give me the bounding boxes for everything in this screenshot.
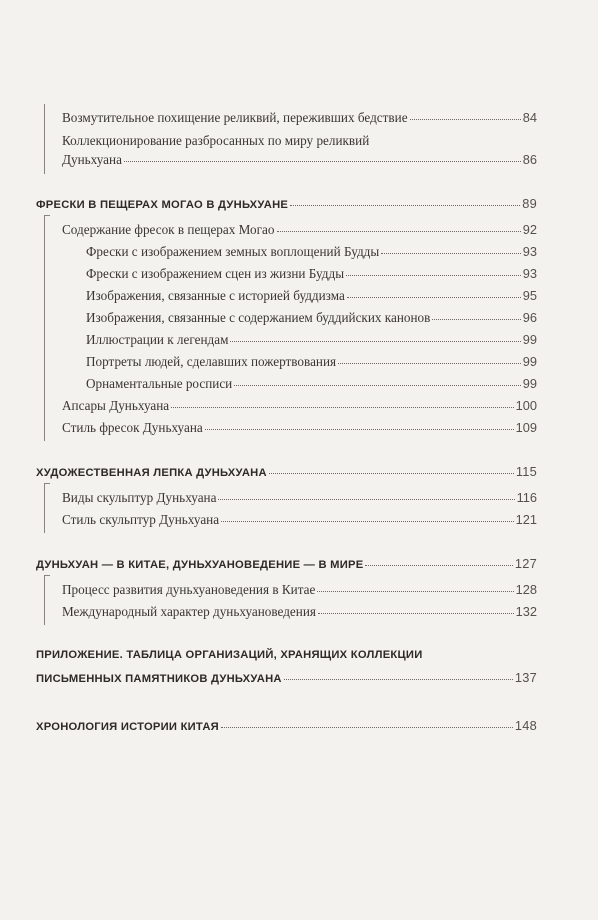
toc-subentry[interactable] [86,309,537,326]
toc-section-title: ХУДОЖЕСТВЕННАЯ ЛЕПКА ДУНЬХУАНА [36,467,267,479]
toc-entry[interactable] [62,221,537,238]
toc-entry-title: Процесс развития дуньхуановедения в Китае [62,582,316,597]
leader-dots [205,428,514,430]
toc-entry-page: 93 [522,266,537,281]
leader-dots [290,204,520,206]
leader-dots [346,274,521,276]
leader-dots [410,118,521,120]
section-bracket-line [44,215,45,441]
toc-entry-title: Возмутительное похищение реликвий, переживших бедствие [62,110,408,125]
leader-dots [221,726,513,728]
toc-entry[interactable] [62,581,537,598]
leader-dots [124,160,521,162]
leader-dots [432,318,520,320]
toc-section[interactable] [36,669,537,688]
toc-section-title: ХРОНОЛОГИЯ ИСТОРИИ КИТАЯ [36,721,219,733]
leader-dots [318,612,514,614]
toc-section-title: ДУНЬХУАН — В КИТАЕ, ДУНЬХУАНОВЕДЕНИЕ — В МИРЕ [36,559,364,571]
toc-entry-title: Портреты людей, сделавших пожертвования [86,354,337,369]
toc-section-page: 89 [522,196,537,211]
leader-dots [317,590,513,592]
toc-entry-title: Изображения, связанные с содержанием буддийских канонов [86,310,431,325]
toc-entry[interactable] [62,109,537,126]
toc-subentry[interactable] [86,331,537,348]
toc-entry-page: 95 [522,288,537,303]
toc-entry[interactable] [62,419,537,436]
toc-section-page: 127 [514,556,537,571]
toc-entry-page: 132 [515,604,537,619]
toc-section[interactable] [36,195,537,214]
toc-entry-title: Международный характер дуньхуановедения [62,604,316,619]
leader-dots [277,230,521,232]
toc-entry-title-line1: Коллекционирование разбросанных по миру реликвий [62,133,370,148]
toc-subentry[interactable] [86,265,537,282]
toc-entry-title: Апсары Дуньхуана [62,398,170,413]
toc-entry-page: 93 [522,244,537,259]
toc-entry-title: Стиль фресок Дуньхуана [62,420,203,435]
leader-dots [218,498,514,500]
toc-subentry[interactable] [86,287,537,304]
toc-entry-page: 92 [522,222,537,237]
section-bracket-line [44,575,45,625]
toc-entry-title: Дуньхуана [62,152,122,167]
leader-dots [221,520,514,522]
toc-entry[interactable] [62,489,537,506]
toc-subentry[interactable] [86,375,537,392]
toc-section[interactable] [36,463,537,482]
leader-dots [347,296,521,298]
section-bracket-tick [44,575,50,576]
toc-entry-page: 99 [522,354,537,369]
leader-dots [269,472,514,474]
leader-dots [234,384,521,386]
toc-entry-page: 109 [515,420,537,435]
leader-dots [284,678,513,680]
toc-subentry[interactable] [86,353,537,370]
leader-dots [365,564,512,566]
toc-entry[interactable] [62,151,537,168]
toc-entry-title: Фрески с изображением сцен из жизни Будды [86,266,345,281]
toc-section-page: 115 [515,464,537,479]
leader-dots [338,362,521,364]
section-bracket-tick [44,483,50,484]
leader-dots [381,252,521,254]
toc-entry-title: Фрески с изображением земных воплощений Будды [86,244,380,259]
toc-entry-page: 96 [522,310,537,325]
toc-section-page: 137 [514,670,537,685]
toc-entry-title: Орнаментальные росписи [86,376,233,391]
toc-entry[interactable] [62,603,537,620]
toc-entry-title: Изображения, связанные с историей буддизма [86,288,345,303]
toc-entry-title: Стиль скульптур Дуньхуана [62,512,220,527]
toc-section-title: ФРЕСКИ В ПЕЩЕРАХ МОГАО В ДУНЬХУАНЕ [36,199,289,211]
toc-entry-title: Иллюстрации к легендам [86,332,229,347]
toc-subentry[interactable] [86,243,537,260]
section-bracket-line [44,104,45,174]
toc-entry-page: 99 [522,376,537,391]
toc-entry[interactable] [62,511,537,528]
toc-entry-title: Содержание фресок в пещерах Могао [62,222,275,237]
section-bracket-line [44,483,45,533]
section-bracket-tick [44,215,50,216]
toc-entry-page: 84 [522,110,537,125]
toc-section-title-line1: ПРИЛОЖЕНИЕ. ТАБЛИЦА ОРГАНИЗАЦИЙ, ХРАНЯЩИХ КОЛЛЕКЦИИ [36,649,423,661]
toc-section-title: ПИСЬМЕННЫХ ПАМЯТНИКОВ ДУНЬХУАНА [36,673,282,685]
toc-section[interactable] [36,717,537,736]
toc-entry-title: Виды скульптур Дуньхуана [62,490,217,505]
toc-entry-page: 86 [522,152,537,167]
toc-entry[interactable] [62,397,537,414]
leader-dots [171,406,514,408]
toc-section-page: 148 [514,718,537,733]
toc-entry-page: 116 [516,490,537,505]
toc-entry-page: 99 [522,332,537,347]
toc-entry-page: 100 [515,398,537,413]
toc-section[interactable] [36,555,537,574]
leader-dots [230,340,520,342]
toc-entry-page: 128 [515,582,537,597]
toc-entry-page: 121 [515,512,537,527]
